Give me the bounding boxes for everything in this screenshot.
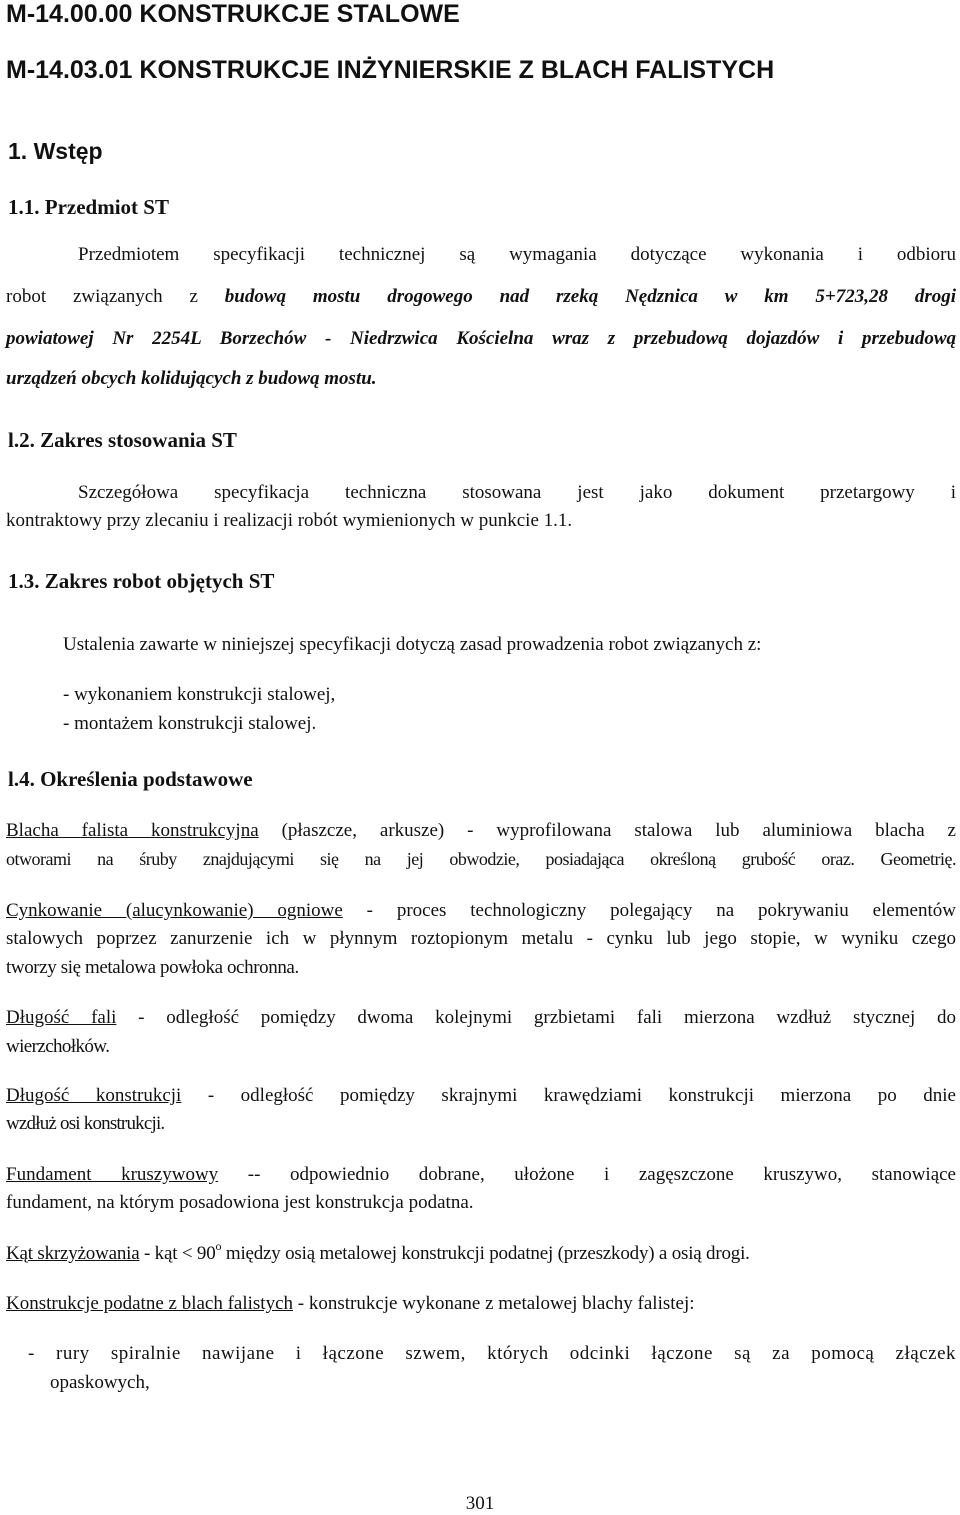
- degree-superscript: o: [215, 1239, 222, 1253]
- definition-term: Cynkowanie (alucynkowanie) ogniowe: [6, 900, 343, 921]
- definition-line: [6, 1164, 956, 1186]
- definition-term: Długość fali: [6, 1007, 117, 1028]
- definition-line: [6, 1007, 956, 1029]
- paragraph-1-3: Ustalenia zawarte w niniejszej specyfikacji dotyczą zasad prowadzenia robot związanych z:: [63, 634, 762, 655]
- definition-line: [6, 1239, 956, 1265]
- definition-text: - odległość pomiędzy skrajnymi krawędziami konstrukcji mierzona po dnie: [181, 1085, 956, 1106]
- definition-text: - konstrukcje wykonane z metalowej blachy falistej:: [293, 1293, 695, 1314]
- paragraph-1-2-line-1: Szczegółowa specyfikacja techniczna stosowana jest jako dokument przetargowy i: [78, 482, 956, 503]
- subsection-heading-1-2: l.2. Zakres stosowania ST: [8, 428, 237, 452]
- paragraph-1-1-line-4: urządzeń obcych kolidujących z budową mostu.: [6, 368, 377, 389]
- paragraph-1-1-line-3: powiatowej Nr 2254L Borzechów - Niedrzwica Kościelna wraz z przebudową dojazdów i przebudową: [6, 328, 956, 349]
- subsection-heading-1-4: l.4. Określenia podstawowe: [8, 767, 253, 791]
- definition-text: - kąt < 90: [139, 1243, 216, 1264]
- definition-line: [6, 1085, 956, 1107]
- paragraph-text: robot związanych z: [6, 286, 225, 307]
- definition-term: Fundament kruszywowy: [6, 1164, 219, 1185]
- definition-line: [6, 1293, 956, 1315]
- page-number: 301: [465, 1493, 495, 1514]
- list-item: - wykonaniem konstrukcji stalowej,: [63, 684, 336, 705]
- paragraph-1-1-line-2: [6, 286, 956, 308]
- definition-line: stalowych poprzez zanurzenie ich w płynnym roztopionym metalu - cynku lub jego stopie, w wyniku czego: [6, 928, 956, 949]
- paragraph-1-2-line-2: kontraktowy przy zlecaniu i realizacji robót wymienionych w punkcie 1.1.: [6, 510, 573, 531]
- definition-term: Kąt skrzyżowania: [6, 1243, 140, 1264]
- list-item: - rury spiralnie nawijane i łączone szwem, których odcinki łączone są za pomocą złączek: [28, 1343, 956, 1364]
- list-item: - montażem konstrukcji stalowej.: [63, 713, 317, 734]
- definition-term: Konstrukcje podatne z blach falistych: [6, 1293, 294, 1314]
- list-item: opaskowych,: [50, 1372, 150, 1393]
- definition-line: wzdłuż osi konstrukcji.: [6, 1113, 165, 1134]
- definition-text: między osią metalowej konstrukcji podatnej (przeszkody) a osią drogi.: [221, 1243, 750, 1264]
- definition-line: otworami na śruby znajdującymi się na jej obwodzie, posiadająca określoną grubość oraz. Geometrię.: [6, 849, 956, 869]
- definition-line: wierzchołków.: [6, 1036, 110, 1057]
- definition-text: -- odpowiednio dobrane, ułożone i zagęszczone kruszywo, stanowiące: [218, 1164, 956, 1185]
- section-heading-1: 1. Wstęp: [8, 138, 103, 164]
- definition-line: [6, 820, 956, 842]
- definition-text: (płaszcze, arkusze) - wyprofilowana stalowa lub aluminiowa blacha z: [258, 820, 956, 841]
- definition-text: - odległość pomiędzy dwoma kolejnymi grzbietami fali mierzona wzdłuż stycznej do: [116, 1007, 956, 1028]
- project-name-text: budową mostu drogowego nad rzeką Nędznica w km 5+723,28 drogi: [224, 286, 956, 307]
- subsection-heading-1-3: 1.3. Zakres robot objętych ST: [8, 569, 275, 593]
- definition-line: [6, 900, 956, 922]
- definition-term: Długość konstrukcji: [6, 1085, 182, 1106]
- definition-text: - proces technologiczny polegający na pokrywaniu elementów: [342, 900, 956, 921]
- document-title: M-14.00.00 KONSTRUKCJE STALOWE: [6, 0, 460, 28]
- definition-line: tworzy się metalowa powłoka ochronna.: [6, 957, 299, 978]
- document-subtitle: M-14.03.01 KONSTRUKCJE INŻYNIERSKIE Z BLACH FALISTYCH: [6, 56, 775, 84]
- definition-term: Blacha falista konstrukcyjna: [6, 820, 259, 841]
- subsection-heading-1-1: 1.1. Przedmiot ST: [8, 195, 169, 219]
- paragraph-1-1-line-1: Przedmiotem specyfikacji technicznej są wymagania dotyczące wykonania i odbioru: [78, 244, 956, 265]
- definition-line: fundament, na którym posadowiona jest konstrukcja podatna.: [6, 1192, 474, 1213]
